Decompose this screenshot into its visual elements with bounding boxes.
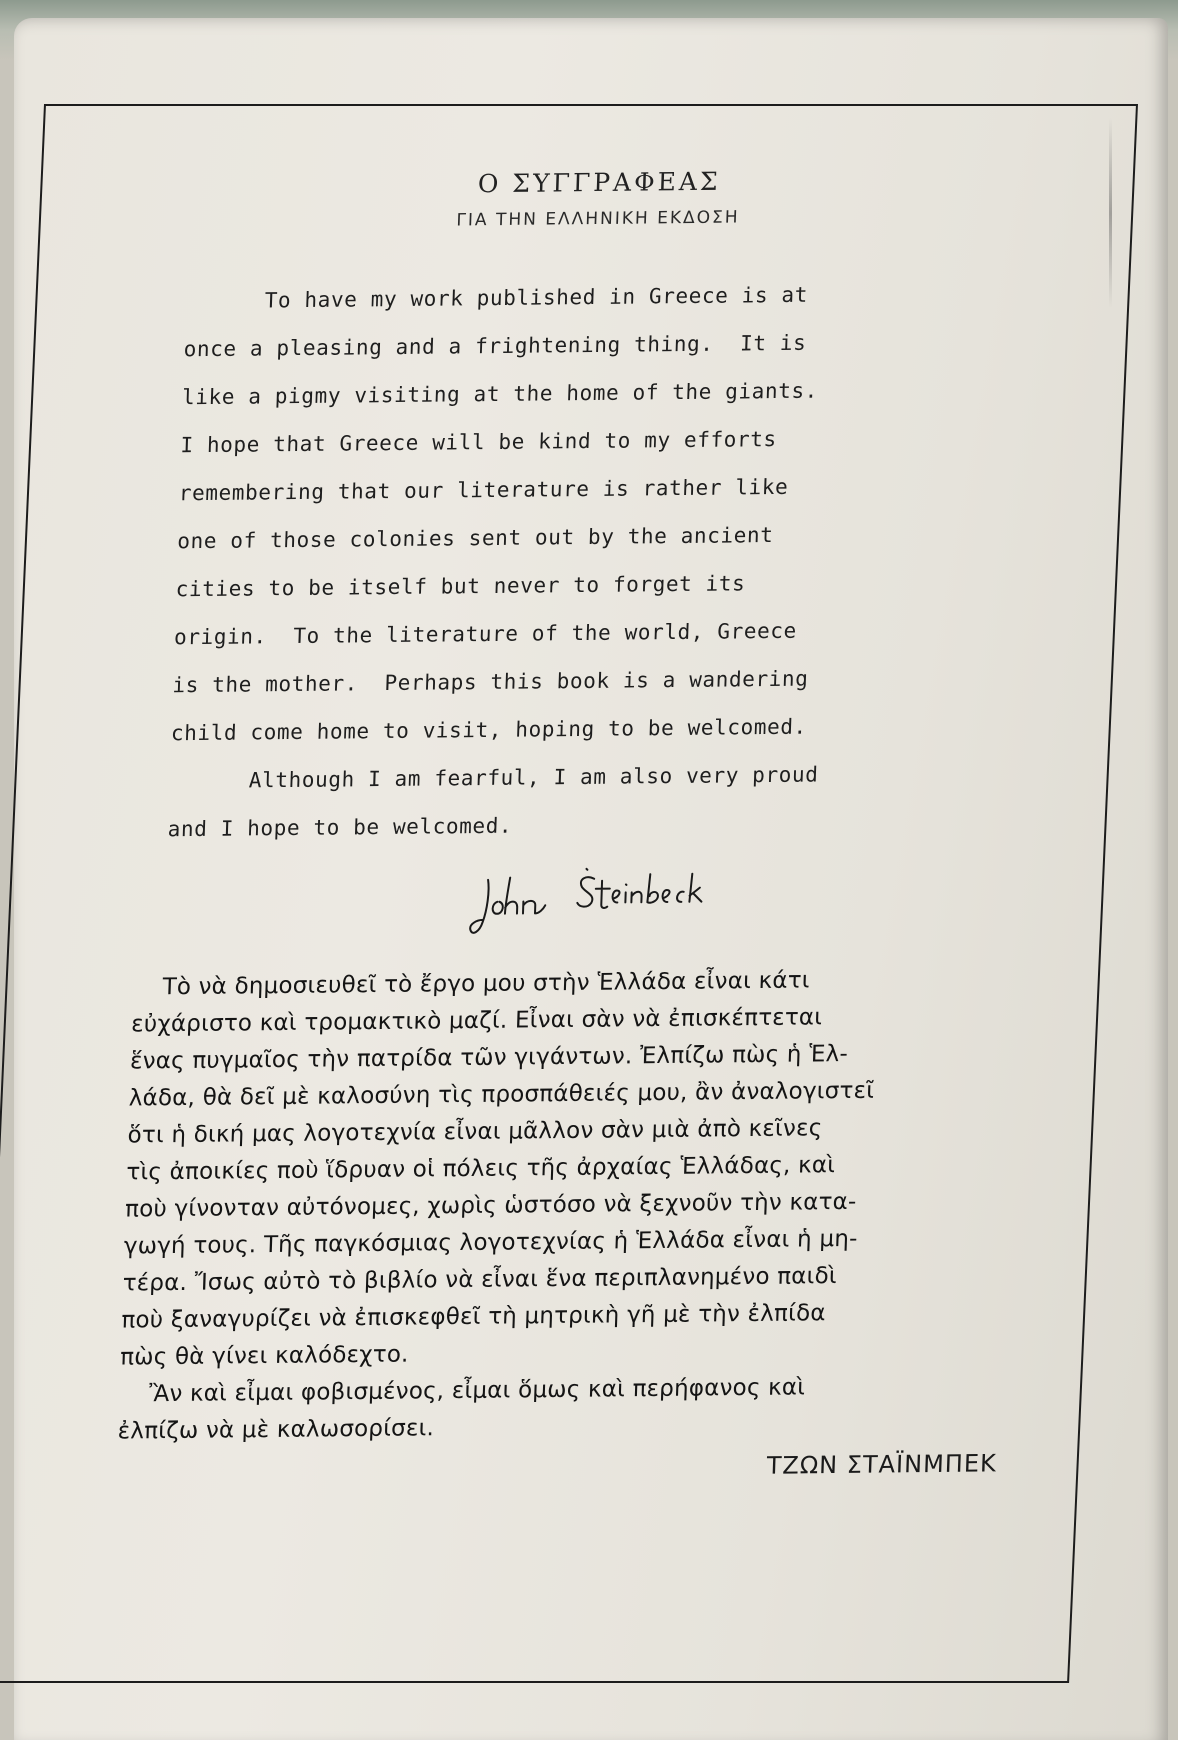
greek-line: λάδα, θὰ δεῖ μὲ καλοσύνη τὶς προσπάθειές μου, ἂν ἀναλογιστεῖ bbox=[128, 1077, 875, 1112]
greek-line: ποὺ γίνονταν αὐτόνομες, χωρὶς ὡστόσο νὰ ξεχνοῦν τὴν κατα- bbox=[124, 1188, 857, 1223]
signature-image bbox=[464, 859, 767, 944]
english-line: child come home to visit, hoping to be welcomed. bbox=[170, 714, 808, 746]
page-content bbox=[111, 155, 1040, 1624]
page-subtitle: ΓΙΑ ΤΗΝ ΕΛΛΗΝΙΚΗ ΕΚΔΟΣΗ bbox=[456, 207, 740, 231]
greek-line: πὼς θὰ γίνει καλόδεχτο. bbox=[119, 1341, 410, 1371]
page-title: Ο ΣΥΓΓΡΑΦΕΑΣ bbox=[477, 166, 722, 199]
greek-line: τὶς ἀποικίες ποὺ ἵδρυαν οἱ πόλεις τῆς ἀρχαίας Ἑλλάδας, καὶ bbox=[125, 1152, 836, 1186]
handwritten-signature bbox=[464, 856, 1017, 944]
greek-signature: ΤΖΩΝ ΣΤΑΪΝΜΠΕΚ bbox=[766, 1449, 998, 1480]
greek-line: εὐχάριστο καὶ τρομακτικὸ μαζί. Εἶναι σὰν νὰ ἐπισκέπτεται bbox=[130, 1004, 823, 1038]
english-line: like a pigmy visiting at the home of the giants. bbox=[181, 378, 819, 410]
english-line: To have my work published in Greece is at bbox=[184, 282, 809, 314]
english-letter bbox=[137, 268, 1036, 853]
greek-line: Τὸ νὰ δημοσιευθεῖ τὸ ἔργο μου στὴν Ἑλλάδα εἶναι κάτι bbox=[132, 967, 811, 1001]
greek-letter bbox=[117, 960, 1013, 1450]
greek-line: γωγή τους. Τῆς παγκόσμιας λογοτεχνίας ἡ Ἑλλάδα εἶναι ἡ μη- bbox=[123, 1225, 859, 1260]
greek-line: ἐλπίζω νὰ μὲ καλωσορίσει. bbox=[117, 1415, 435, 1445]
greek-line: τέρα. Ἴσως αὐτὸ τὸ βιβλίο νὰ εἶναι ἕνα περιπλανημένο παιδὶ bbox=[122, 1263, 838, 1297]
english-line: Although I am fearful, I am also very proud bbox=[168, 762, 819, 794]
greek-line: Ἂν καὶ εἶμαι φοβισμένος, εἶμαι ὅμως καὶ περήφανος καὶ bbox=[118, 1374, 806, 1408]
greek-line: ὅτι ἡ δική μας λογοτεχνία εἶναι μᾶλλον σὰν μιὰ ἀπὸ κεῖνες bbox=[127, 1115, 823, 1149]
english-line: remembering that our literature is rather like bbox=[178, 474, 789, 506]
english-line: I hope that Greece will be kind to my efforts bbox=[180, 427, 778, 458]
greek-line: ποὺ ξαναγυρίζει νὰ ἐπισκεφθεῖ τὴ μητρικὴ γῆ μὲ τὴν ἐλπίδα bbox=[121, 1300, 827, 1334]
english-line: origin. To the literature of the world, Greece bbox=[173, 618, 798, 650]
greek-line: ἕνας πυγμαῖος τὴν πατρίδα τῶν γιγάντων. Ἐλπίζω πὼς ἡ Ἑλ- bbox=[129, 1041, 849, 1075]
english-line: is the mother. Perhaps this book is a wandering bbox=[172, 666, 809, 698]
english-line: and I hope to be welcomed. bbox=[167, 813, 513, 842]
english-line: one of those colonies sent out by the ancient bbox=[176, 523, 774, 554]
english-line: cities to be itself but never to forget its bbox=[175, 571, 746, 602]
english-line: once a pleasing and a frightening thing. It is bbox=[183, 330, 807, 362]
